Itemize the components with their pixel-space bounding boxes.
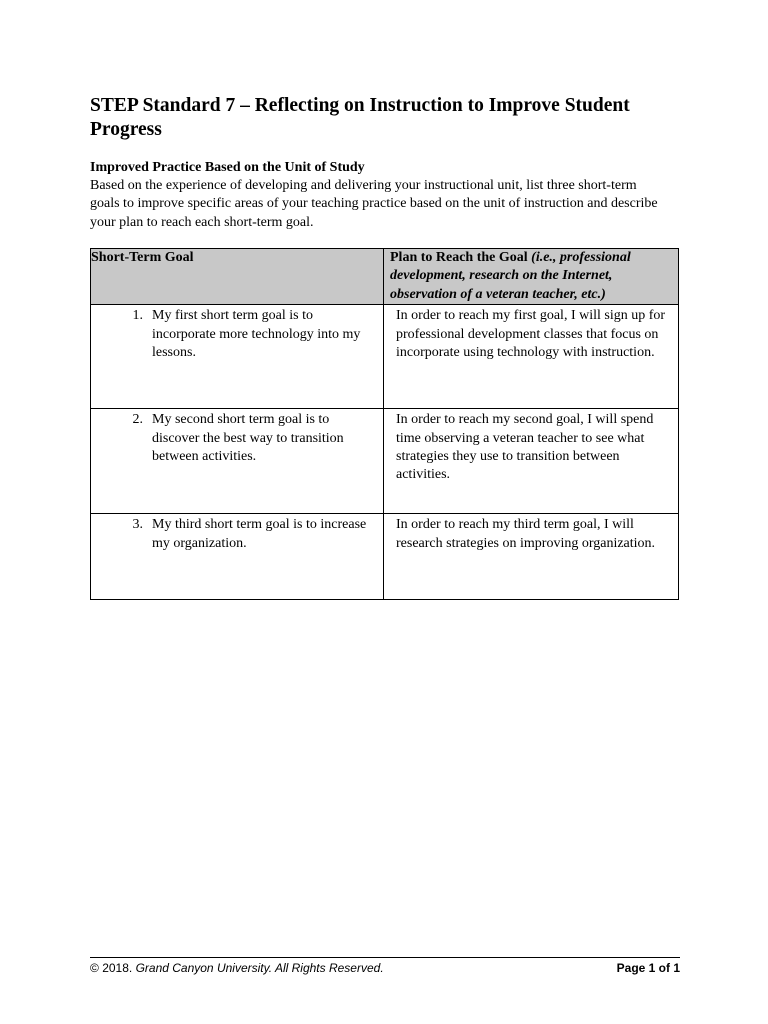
footer-divider	[90, 957, 680, 958]
instructions-paragraph: Based on the experience of developing and delivering your instructional unit, list three short-term goals to improve specific areas of your teaching practice based on the unit of instruction and describe your plan to reach each short-term goal.	[90, 178, 658, 230]
header-plan	[384, 249, 679, 305]
copyright-notice	[90, 961, 384, 975]
plan-cell: In order to reach my third term goal, I will research strategies on improving organization.	[384, 514, 679, 600]
goal-text: My first short term goal is to incorporate more technology into my lessons.	[152, 308, 361, 361]
table-row	[91, 514, 679, 600]
document-title: STEP Standard 7 – Reflecting on Instruction to Improve Student Progress	[90, 95, 630, 140]
page-number: Page 1 of 1	[616, 961, 680, 975]
goal-number: 1.	[132, 308, 143, 324]
goal-cell	[91, 305, 384, 409]
plan-cell: In order to reach my second goal, I will spend time observing a veteran teacher to see what strategies they use to transition between activities.	[384, 409, 679, 514]
section-heading: Improved Practice Based on the Unit of Study	[90, 160, 365, 175]
copyright-symbol: ©	[90, 961, 99, 975]
copyright-text: Grand Canyon University. All Rights Reserved.	[135, 961, 384, 975]
goal-text: My second short term goal is to discover the best way to transition between activities.	[152, 412, 344, 465]
header-plan-examples: (i.e., professional development, research on the Internet, observation of a veteran teacher, etc.)	[390, 250, 631, 302]
table-row	[91, 305, 679, 409]
header-short-term-goal: Short-Term Goal	[91, 249, 384, 305]
table-row	[91, 409, 679, 514]
copyright-year: 2018.	[102, 961, 133, 975]
goal-number: 2.	[132, 412, 143, 428]
table-header-row	[91, 249, 679, 305]
plan-cell: In order to reach my first goal, I will sign up for professional development classes that focus on incorporate using technology with instruction.	[384, 305, 679, 409]
page-footer	[90, 961, 680, 975]
header-plan-title: Plan to Reach the Goal	[390, 250, 528, 265]
goal-text: My third short term goal is to increase my organization.	[152, 517, 367, 551]
goal-cell	[91, 409, 384, 514]
goal-cell	[91, 514, 384, 600]
goals-table	[90, 248, 679, 600]
goal-number: 3.	[132, 517, 143, 533]
